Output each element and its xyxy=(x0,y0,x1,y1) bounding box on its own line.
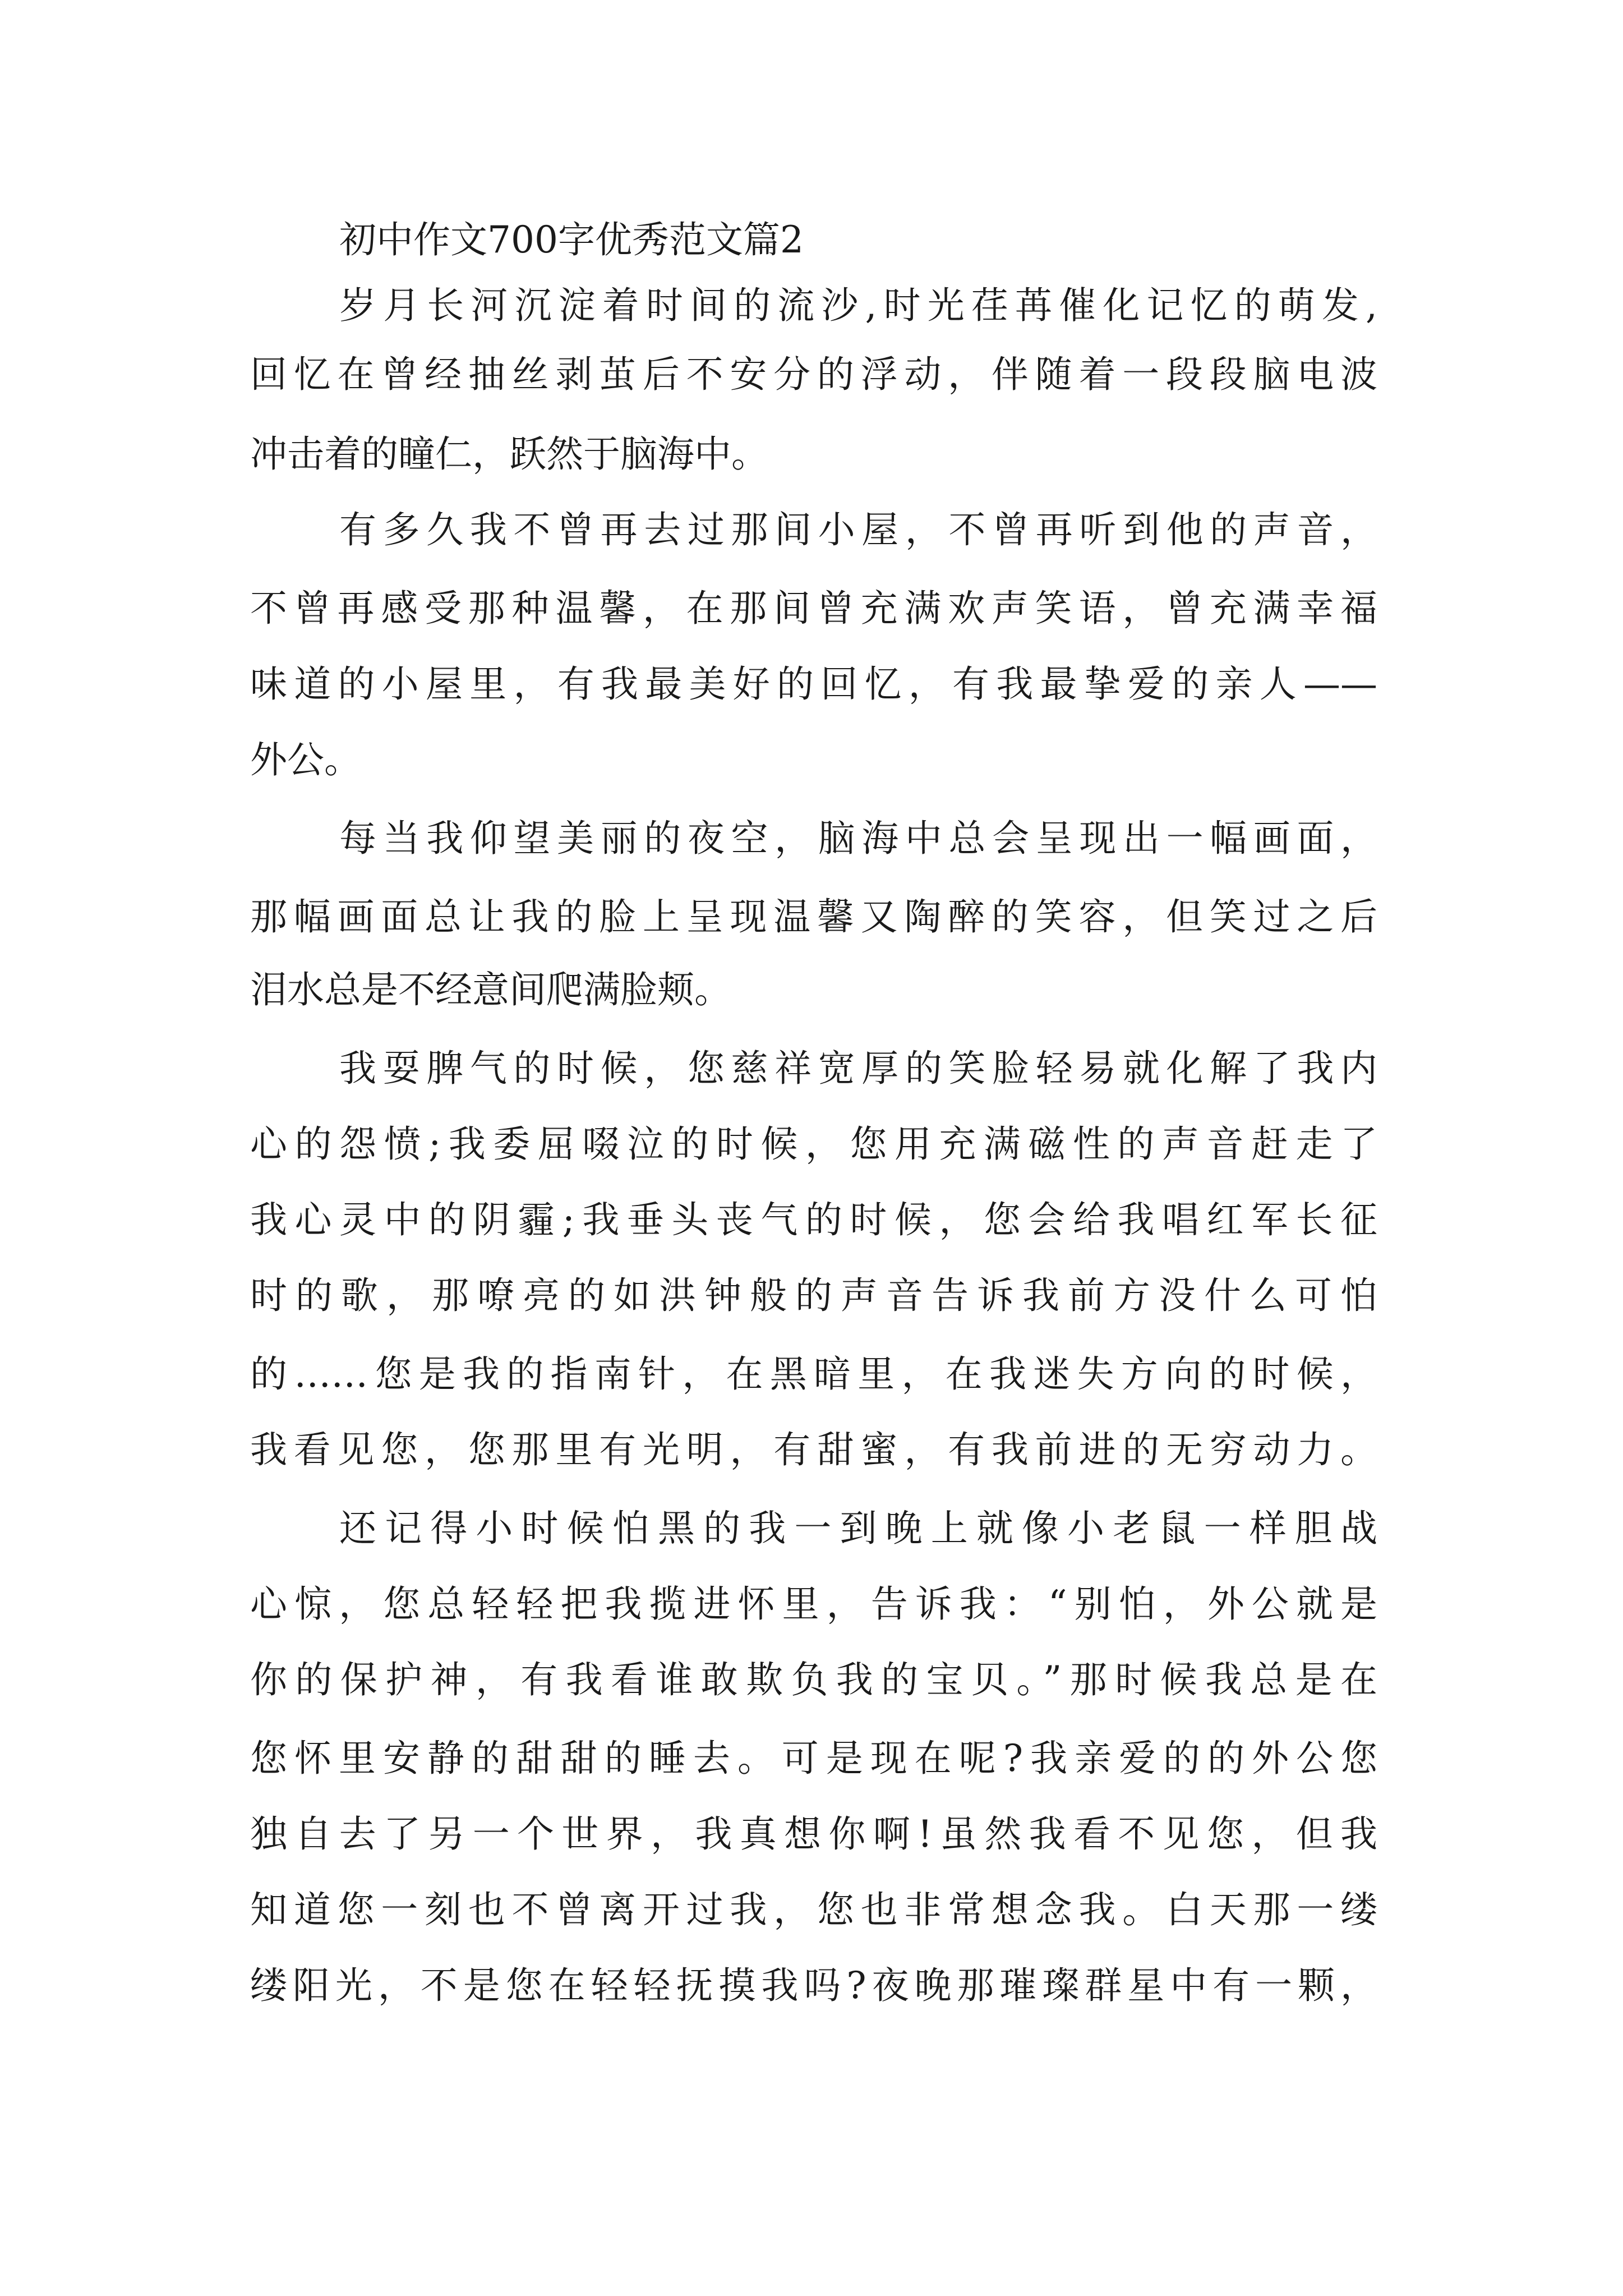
paragraph-line: 回忆在曾经抽丝剥茧后不安分的浮动，伴随着一段段脑电波 xyxy=(250,353,1377,396)
paragraph-line: 独自去了另一个世界，我真想你啊!虽然我看不见您，但我 xyxy=(250,1812,1377,1856)
paragraph-line: 缕阳光，不是您在轻轻抚摸我吗?夜晚那璀璨群星中有一颗， xyxy=(250,1964,1377,2007)
paragraph-line: 不曾再感受那种温馨，在那间曾充满欢声笑语，曾充满幸福 xyxy=(250,587,1377,630)
paragraph-line: 心的怨愤;我委屈啜泣的时候，您用充满磁性的声音赶走了 xyxy=(250,1122,1377,1166)
paragraph-line: 岁月长河沉淀着时间的流沙,时光荏苒催化记忆的萌发, xyxy=(339,284,1377,327)
paragraph-line: 味道的小屋里，有我最美好的回忆，有我最挚爱的亲人—— xyxy=(250,662,1377,706)
paragraph-line: 心惊，您总轻轻把我揽进怀里，告诉我：“别怕，外公就是 xyxy=(250,1582,1377,1626)
paragraph-line: 还记得小时候怕黑的我一到晚上就像小老鼠一样胆战 xyxy=(339,1507,1377,1550)
paragraph-line: 泪水总是不经意间爬满脸颊。 xyxy=(250,968,731,1011)
paragraph-line: 知道您一刻也不曾离开过我，您也非常想念我。白天那一缕 xyxy=(250,1888,1377,1931)
paragraph-line: 时的歌，那嘹亮的如洪钟般的声音告诉我前方没什么可怕 xyxy=(250,1274,1377,1317)
paragraph-line: 有多久我不曾再去过那间小屋，不曾再听到他的声音， xyxy=(339,508,1377,551)
paragraph-line: 那幅画面总让我的脸上呈现温馨又陶醉的笑容，但笑过之后 xyxy=(250,895,1377,938)
paragraph-line: 你的保护神，有我看谁敢欺负我的宝贝。”那时候我总是在 xyxy=(250,1658,1377,1701)
paragraph-line: 外公。 xyxy=(250,738,361,781)
paragraph-line: 您怀里安静的甜甜的睡去。可是现在呢?我亲爱的的外公您 xyxy=(250,1737,1377,1780)
paragraph-line: 的……您是我的指南针，在黑暗里，在我迷失方向的时候， xyxy=(250,1352,1377,1396)
paragraph-line: 我耍脾气的时候，您慈祥宽厚的笑脸轻易就化解了我内 xyxy=(339,1047,1377,1090)
paragraph-line: 我看见您，您那里有光明，有甜蜜，有我前进的无穷动力。 xyxy=(250,1428,1377,1471)
paragraph-line: 冲击着的瞳仁，跃然于脑海中。 xyxy=(250,432,768,476)
document-title: 初中作文700字优秀范文篇2 xyxy=(339,218,804,261)
paragraph-line: 每当我仰望美丽的夜空，脑海中总会呈现出一幅画面， xyxy=(339,817,1377,860)
paragraph-line: 我心灵中的阴霾;我垂头丧气的时候，您会给我唱红军长征 xyxy=(250,1198,1377,1241)
